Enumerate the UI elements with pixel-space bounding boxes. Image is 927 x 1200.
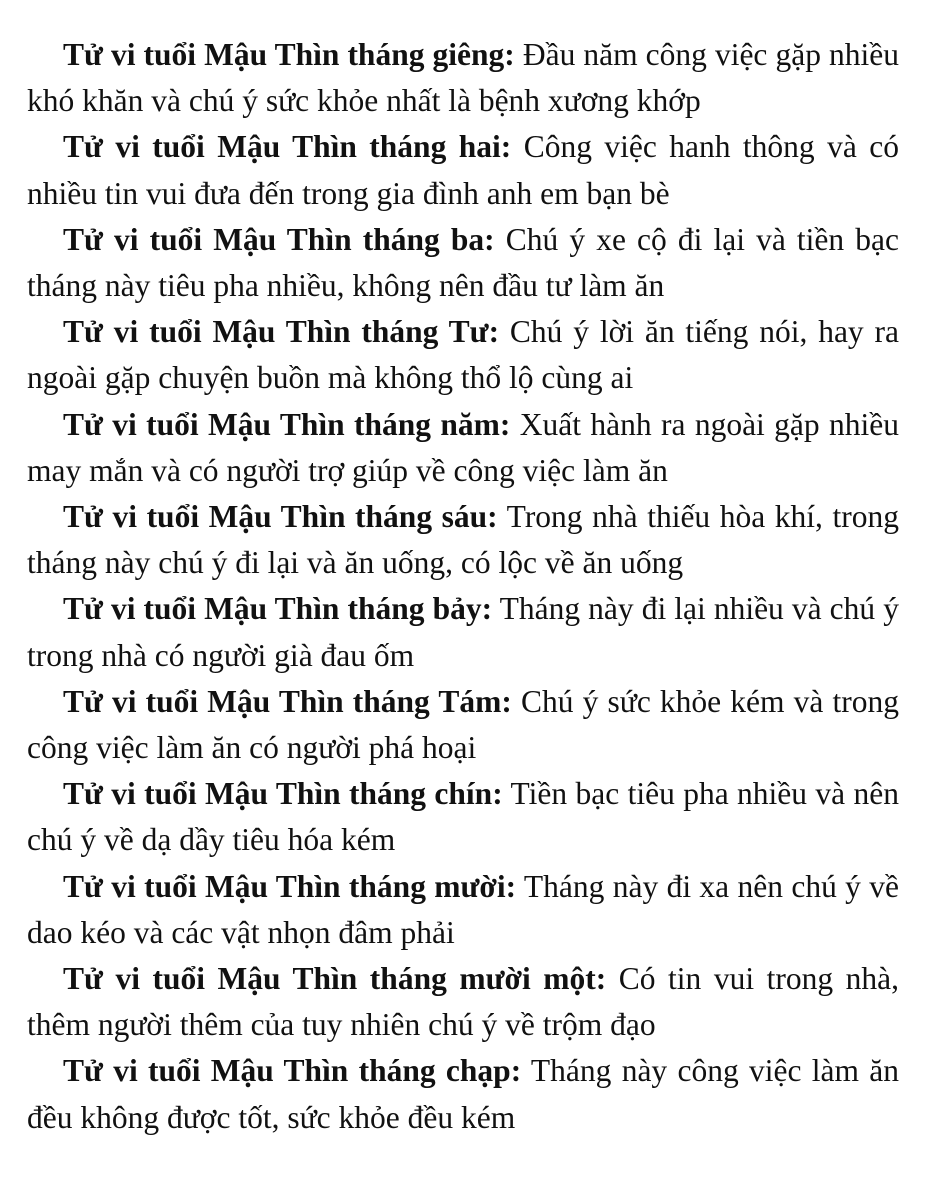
- month-entry-1: [27, 32, 899, 124]
- entry-text: Chú ý lời ăn tiếng nói, hay ra ngoài gặp chuyện buồn mà không thổ lộ cùng ai: [27, 314, 899, 396]
- month-entry-3: [27, 217, 899, 309]
- entry-text: Tháng này đi lại nhiều và chú ý trong nhà có người già đau ốm: [27, 591, 899, 673]
- entry-text: Trong nhà thiếu hòa khí, trong tháng này chú ý đi lại và ăn uống, có lộc về ăn uống: [27, 499, 900, 581]
- month-entry-9: [27, 771, 899, 863]
- month-entry-2: [27, 124, 899, 216]
- entry-heading: Tử vi tuổi Mậu Thìn tháng chín:: [63, 776, 503, 812]
- month-entry-5: [27, 402, 899, 494]
- entry-text: Công việc hanh thông và có nhiều tin vui đưa đến trong gia đình anh em bạn bè: [27, 129, 899, 211]
- entry-text: Chú ý sức khỏe kém và trong công việc làm ăn có người phá hoại: [27, 683, 899, 766]
- month-entry-8: [27, 679, 899, 771]
- entry-heading: Tử vi tuổi Mậu Thìn tháng mười một:: [63, 961, 607, 997]
- entry-heading: Tử vi tuổi Mậu Thìn tháng chạp:: [63, 1053, 522, 1089]
- month-entry-10: [27, 864, 899, 956]
- entry-heading: Tử vi tuổi Mậu Thìn tháng mười:: [63, 868, 517, 904]
- month-entry-12: [27, 1048, 899, 1140]
- month-entry-11: [27, 956, 899, 1048]
- entry-heading: Tử vi tuổi Mậu Thìn tháng giêng:: [63, 37, 515, 72]
- entry-heading: Tử vi tuổi Mậu Thìn tháng Tư:: [63, 314, 500, 350]
- entry-heading: Tử vi tuổi Mậu Thìn tháng bảy:: [63, 591, 493, 627]
- entry-text: Tiền bạc tiêu pha nhiều và nên chú ý về dạ dầy tiêu hóa kém: [27, 776, 899, 858]
- month-entry-7: [27, 586, 899, 678]
- entry-heading: Tử vi tuổi Mậu Thìn tháng sáu:: [63, 499, 498, 535]
- entry-text: Đầu năm công việc gặp nhiều khó khăn và chú ý sức khỏe nhất là bệnh xương khớp: [27, 37, 899, 119]
- entry-text: Tháng này công việc làm ăn đều không được tốt, sức khỏe đều kém: [27, 1053, 899, 1135]
- entry-text: Chú ý xe cộ đi lại và tiền bạc tháng này tiêu pha nhiều, không nên đầu tư làm ăn: [27, 221, 899, 304]
- entry-text: Xuất hành ra ngoài gặp nhiều may mắn và có người trợ giúp về công việc làm ăn: [27, 406, 899, 488]
- entry-heading: Tử vi tuổi Mậu Thìn tháng Tám:: [63, 683, 512, 719]
- entry-heading: Tử vi tuổi Mậu Thìn tháng hai:: [63, 129, 512, 165]
- month-entry-6: [27, 494, 899, 586]
- entry-heading: Tử vi tuổi Mậu Thìn tháng ba:: [63, 221, 495, 257]
- entry-heading: Tử vi tuổi Mậu Thìn tháng năm:: [63, 406, 511, 442]
- entry-text: Tháng này đi xa nên chú ý về dao kéo và các vật nhọn đâm phải: [27, 868, 899, 950]
- document-body: [27, 32, 899, 1141]
- entry-text: Có tin vui trong nhà, thêm người thêm của tuy nhiên chú ý về trộm đạo: [27, 961, 899, 1043]
- month-entry-4: [27, 309, 899, 401]
